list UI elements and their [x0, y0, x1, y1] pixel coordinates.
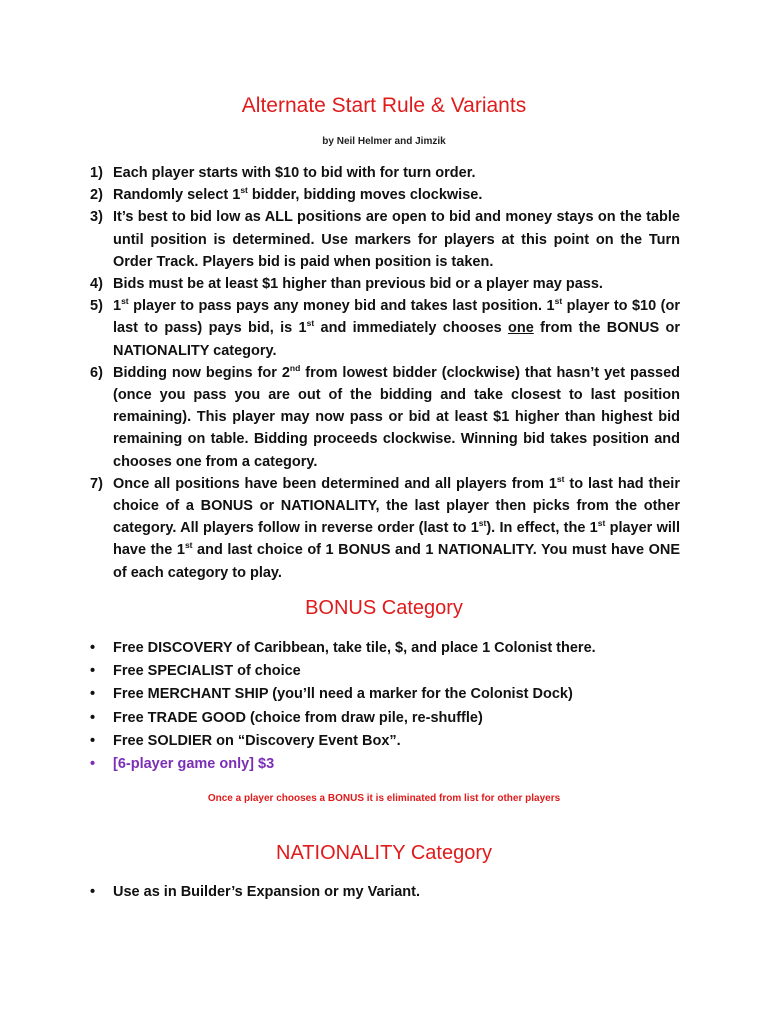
bonus-heading: BONUS Category — [305, 597, 463, 619]
bullet-icon: • — [90, 756, 96, 773]
bonus-item: • Free MERCHANT SHIP (you’ll need a marker for the Colonist Dock) — [90, 683, 690, 706]
bullet-icon: • — [90, 686, 96, 703]
rule-text: 1st player to pass pays any money bid and takes last position. 1st player to $10 (or last to pass) pays bid, is 1st and immediately chooses one from the BONUS or NATIONALITY category. — [113, 296, 680, 359]
bonus-item: • Free DISCOVERY of Caribbean, take tile, $, and place 1 Colonist there. — [90, 637, 690, 660]
bonus-item: • Free SOLDIER on “Discovery Event Box”. — [90, 730, 690, 753]
rule-text: Bidding now begins for 2nd from lowest bidder (clockwise) that hasn’t yet passed (once you pass you are out of the bidding and take closest to last position remaining). This player may now pass or bid at least $1 higher than highest bid remaining on table. Bidding proceeds clockwise. Winning bid takes position and chooses one from a category. — [113, 363, 680, 470]
bonus-item-six-player: • [6-player game only] $3 — [90, 753, 690, 776]
rule-item — [90, 206, 680, 273]
page-title: Alternate Start Rule & Variants — [241, 94, 527, 117]
rule-text: It’s best to bid low as ALL positions are open to bid and money stays on the table until position is determined. Use markers for players at this point on the Turn Order Track. Players bid is paid when position is taken. — [113, 209, 680, 270]
bonus-item: • Free SPECIALIST of choice — [90, 660, 690, 683]
bullet-icon: • — [90, 732, 96, 749]
rule-text: Each player starts with $10 to bid with for turn order. — [113, 165, 476, 181]
rule-number: 1) — [90, 165, 103, 181]
nationality-list — [90, 881, 690, 904]
rule-text: Bids must be at least $1 higher than previous bid or a player may pass. — [113, 276, 603, 293]
bonus-item: • Free TRADE GOOD (choice from draw pile, re-shuffle) — [90, 707, 690, 730]
rule-number: 4) — [90, 276, 103, 293]
bullet-icon: • — [90, 709, 96, 726]
rule-item — [90, 162, 680, 184]
rule-item — [90, 473, 680, 584]
rule-item — [90, 295, 680, 362]
rule-text: Randomly select 1st bidder, bidding moves clockwise. — [113, 185, 483, 204]
rule-number: 6) — [90, 364, 103, 381]
bullet-icon: • — [90, 884, 96, 900]
nationality-item: • Use as in Builder’s Expansion or my Variant. — [90, 881, 690, 904]
bonus-note: Once a player chooses a BONUS it is eliminated from list for other players — [207, 793, 561, 804]
bullet-icon: • — [90, 640, 96, 656]
rule-number: 7) — [90, 475, 103, 492]
rule-number: 2) — [90, 187, 103, 204]
bonus-list — [90, 637, 690, 776]
nationality-heading: NATIONALITY Category — [276, 842, 492, 864]
byline: by Neil Helmer and Jimzik — [322, 136, 446, 147]
rule-number: 3) — [90, 209, 103, 226]
rule-text: Once all positions have been determined and all players from 1st to last had their choice of a BONUS or NATIONALITY, the last player then picks from the other category. All players follow in reverse order (last to 1st). In effect, the 1st player will have the 1st and last choice of 1 BONUS and 1 NATIONALITY. You must have ONE of each category to play. — [113, 474, 681, 581]
rule-number: 5) — [90, 298, 103, 315]
rule-item — [90, 184, 680, 206]
rule-item — [90, 362, 680, 473]
bullet-icon: • — [90, 663, 96, 680]
rules-list — [90, 162, 680, 584]
rule-item — [90, 273, 680, 295]
